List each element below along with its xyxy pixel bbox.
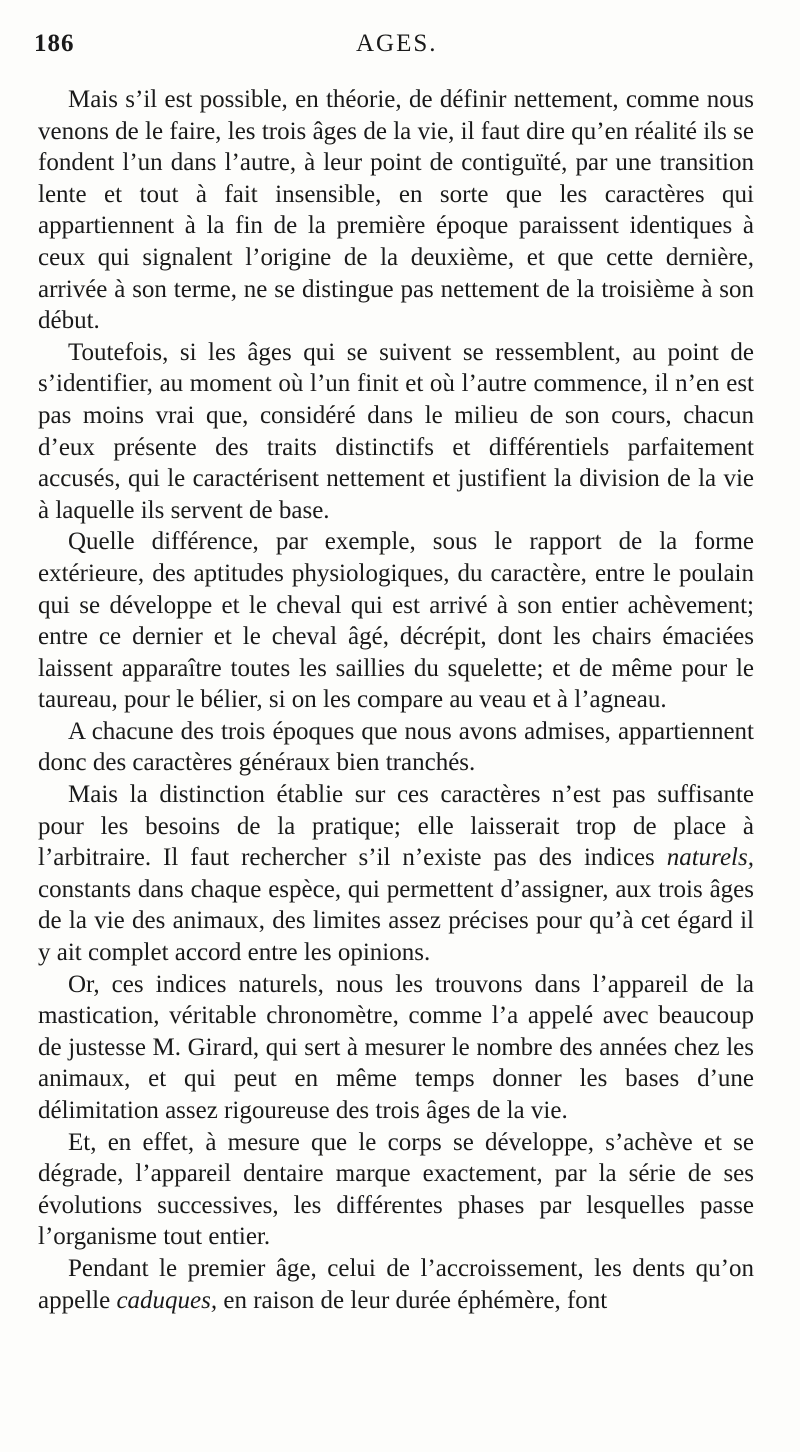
paragraph-text: en raison de leur durée éphémère, font <box>217 1286 608 1314</box>
paragraph-text: Mais la distinction établie sur ces caractères n’est pas suffisante pour les besoins de la pratique; elle laisserait trop de place à l’arbitraire. Il faut rechercher s’il n’existe pas des indices <box>38 781 754 872</box>
paragraph: Et, en effet, à mesure que le corps se développe, s’achève et se dégrade, l’appareil dentaire marque exactement, par la série de ses évolutions successives, les différentes phases par lesquelles passe l’organisme tout entier. <box>38 1128 754 1251</box>
paragraph: Mais s’il est possible, en théorie, de définir nettement, comme nous venons de le faire, les trois âges de la vie, il faut dire qu’en réalité ils se fondent l’un dans l’autre, à leur point de contiguïté, par une transition lente et tout à fait insensible, en sorte que les caractères qui appartiennent à la fin de la première époque paraissent identiques à ceux qui signalent l’origine de la deuxième, et que cette dernière, arrivée à son terme, ne se distingue pas nettement de la troisième à son début. <box>38 86 754 335</box>
italic-term: naturels, <box>666 844 754 872</box>
paragraph-text: Pendant le premier âge, celui de l’accroissement, les dents qu’on appelle <box>38 1254 754 1314</box>
paragraph <box>38 779 754 969</box>
paragraph: Toutefois, si les âges qui se suivent se ressemblent, au point de s’identifier, au moment où l’un finit et où l’autre commence, il n’en est pas moins vrai que, considéré dans le milieu de son cours, chacun d’eux présente des traits distinctifs et différentiels parfaitement accusés, qui le caractérisent nettement et justifient la division de la vie à laquelle ils servent de base. <box>38 338 754 524</box>
body-text <box>38 84 754 1316</box>
page-header <box>34 30 774 64</box>
italic-term: caduques, <box>116 1286 218 1314</box>
page-number: 186 <box>34 30 75 57</box>
paragraph: Or, ces indices naturels, nous les trouvons dans l’appareil de la mastication, véritable chronomètre, comme l’a appelé avec beaucoup de justesse M. Girard, qui sert à mesurer le nombre des années chez les animaux, et qui peut en même temps donner les bases d’une délimitation assez rigoureuse des trois âges de la vie. <box>38 970 754 1124</box>
paragraph <box>38 1253 754 1316</box>
paragraph: A chacune des trois époques que nous avons admises, appartiennent donc des caractères généraux bien tranchés. <box>38 717 754 777</box>
running-head: AGES. <box>356 30 438 57</box>
paragraph: Quelle différence, par exemple, sous le rapport de la forme extérieure, des aptitudes physiologiques, du caractère, entre le poulain qui se développe et le cheval qui est arrivé à son entier achèvement; entre ce dernier et le cheval âgé, décrépit, dont les chairs émaciées laissent apparaître toutes les saillies du squelette; et de même pour le taureau, pour le bélier, si on les compare au veau et à l’agneau. <box>38 528 754 714</box>
paragraph-text: constants dans chaque espèce, qui permettent d’assigner, aux trois âges de la vie des animaux, des limites assez précises pour qu’à cet égard il y ait complet accord entre les opinions. <box>38 875 754 967</box>
